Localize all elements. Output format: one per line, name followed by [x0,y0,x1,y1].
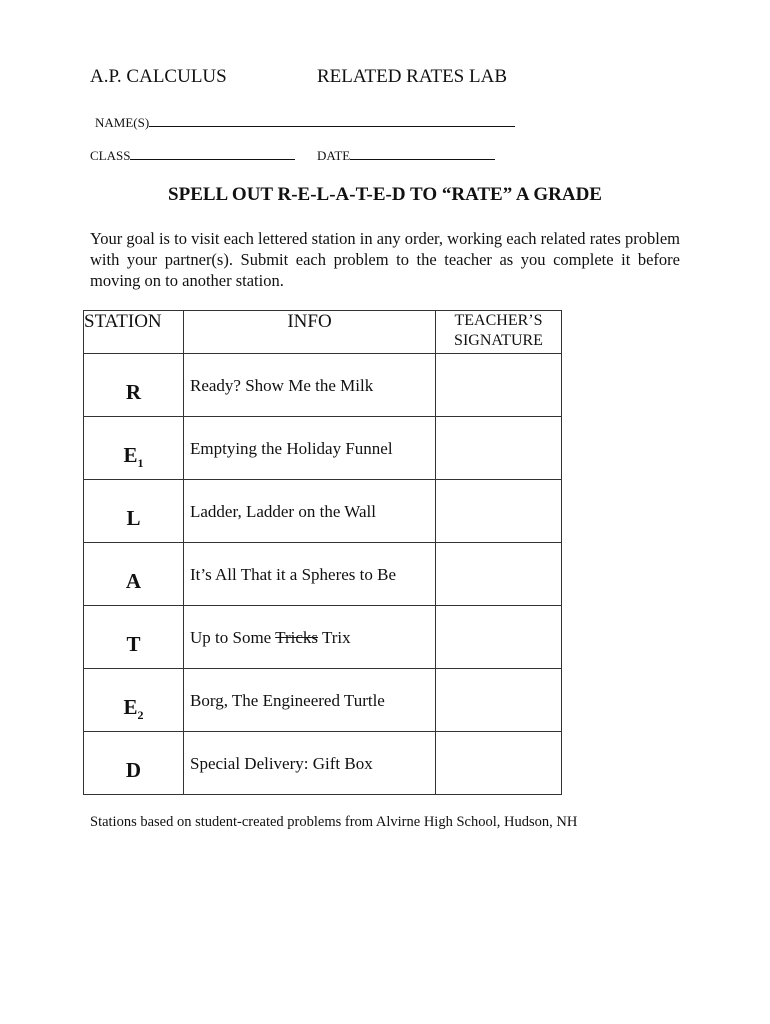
signature-cell[interactable] [436,543,562,606]
table-row [84,480,562,543]
station-info: Ladder, Ladder on the Wall [184,480,436,543]
table-row [84,669,562,732]
station-letter: $E_2$ [84,669,184,732]
intro-paragraph: Your goal is to visit each lettered station in any order, working each related rates problem with your partner(s). Submit each problem to the teacher as you complete it before moving on to another station. [90,229,680,290]
station-info: Ready? Show Me the Milk [184,354,436,417]
table-row [84,732,562,795]
station-letter: R [84,354,184,417]
names-field [95,114,515,131]
page-title: SPELL OUT R-E-L-A-T-E-D TO “RATE” A GRADE [168,184,602,205]
info-header: INFO [184,311,436,354]
signature-cell[interactable] [436,669,562,732]
station-info: Emptying the Holiday Funnel [184,417,436,480]
signature-cell[interactable] [436,480,562,543]
signature-header-line2: SIGNATURE [454,332,543,349]
table-row [84,606,562,669]
struck-text: Tricks [275,628,319,647]
stations-table [83,310,562,795]
date-line [350,147,495,160]
table-row [84,354,562,417]
table-row [84,417,562,480]
date-label: DATE [317,148,351,163]
class-field [90,147,295,164]
lab-title: RELATED RATES LAB [317,66,507,87]
station-letter: A [84,543,184,606]
station-info: Special Delivery: Gift Box [184,732,436,795]
course-title: A.P. CALCULUS [90,66,227,87]
station-letter: T [84,606,184,669]
table-row [84,543,562,606]
signature-cell[interactable] [436,417,562,480]
class-label: CLASS [90,148,131,163]
names-line [149,114,515,127]
station-info: It’s All That it a Spheres to Be [184,543,436,606]
signature-cell[interactable] [436,732,562,795]
station-header: STATION [84,311,184,354]
signature-header-line1: TEACHER’S [454,312,543,329]
station-letter: D [84,732,184,795]
signature-cell[interactable] [436,354,562,417]
station-info: Borg, The Engineered Turtle [184,669,436,732]
date-field [317,147,495,164]
signature-cell[interactable] [436,606,562,669]
station-letter: L [84,480,184,543]
names-label: NAME(S) [95,115,150,130]
station-letter: $E_1$ [84,417,184,480]
footer-note: Stations based on student-created problems from Alvirne High School, Hudson, NH [90,814,578,830]
signature-header [436,311,562,354]
station-info: Up to Some Tricks Trix [184,606,436,669]
table-header-row [84,311,562,354]
class-line [130,147,295,160]
